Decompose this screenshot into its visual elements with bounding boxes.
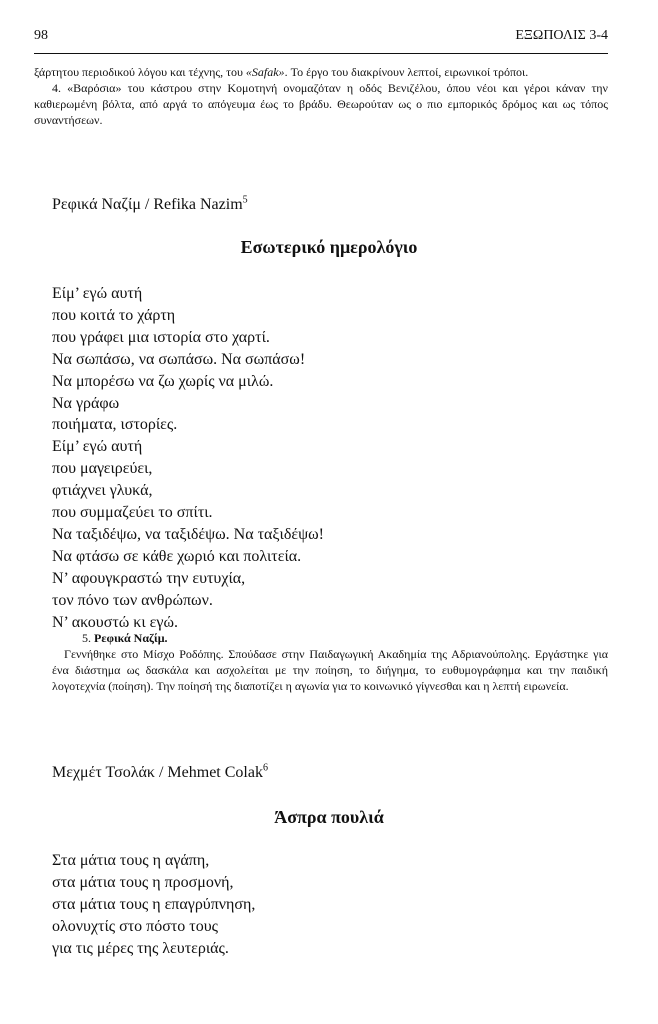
author-name: Μεχμέτ Τσολάκ / Mehmet Colak <box>52 764 263 781</box>
footnote-4: 4. «Βαρόσια» του κάστρου στην Κομοτηνή ονομαζόταν η οδός Βενιζέλου, όπου νέοι και γέροι κάναν την καθιερωμένη βόλτα, από αργά το απόγευμα έως το βράδυ. Θεωρούταν ως ο πιο εμπορικός δρόμος και ως τόπος συναντήσεων. <box>34 81 608 127</box>
poem-line: Είμ’ εγώ αυτή <box>52 285 143 302</box>
author-name: Ρεφικά Ναζίμ / Refika Nazim <box>52 196 243 213</box>
poem-line: στα μάτια τους η προσμονή, <box>52 873 234 891</box>
footnotes-continued <box>34 64 608 128</box>
poem-line: φτιάχνει γλυκά, <box>52 482 153 500</box>
bio-name: Ρεφικά Ναζίμ. <box>94 631 168 645</box>
poem-line: Στα μάτια τους η αγάπη, <box>52 852 210 869</box>
poem-author <box>52 196 248 214</box>
poem-line: Ν’ αφουγκραστώ την ευτυχία, <box>52 569 246 587</box>
poem-title: Εσωτερικό ημερολόγιο <box>240 237 418 257</box>
poem-line: που μαγειρεύει, <box>52 460 153 478</box>
footnote-number: 5. <box>82 631 91 645</box>
poem-line: που γράφει μια ιστορία στο χαρτί. <box>52 328 270 346</box>
poem-title: Άσπρα πουλιά <box>274 807 384 827</box>
note-text: . Το έργο του διακρίνουν λεπτοί, ειρωνικοί τρόποι. <box>284 65 529 79</box>
poem-line: Να φτάσω σε κάθε χωριό και πολιτεία. <box>52 547 302 565</box>
poem-line: τον πόνο των ανθρώπων. <box>52 591 213 609</box>
poem-line: Να μπορέσω να ζω χωρίς να μιλώ. <box>52 372 274 390</box>
author-bio-footnote <box>52 630 608 694</box>
footnote-ref: 5 <box>242 194 248 206</box>
poem-line: Να γράφω <box>52 394 120 412</box>
poem-line: στα μάτια τους η επαγρύπνηση, <box>52 895 256 913</box>
poem-line: που συμμαζεύει το σπίτι. <box>52 504 213 522</box>
running-header <box>34 28 608 44</box>
poem-author <box>52 764 268 782</box>
page-number: 98 <box>34 28 48 43</box>
header-rule <box>34 53 608 54</box>
poem-line: ποιήματα, ιστορίες. <box>52 416 178 434</box>
poem-line: που κοιτά το χάρτη <box>52 306 176 324</box>
poem-line: Να σωπάσω, να σωπάσω. Να σωπάσω! <box>52 350 306 368</box>
footnote-ref: 6 <box>262 762 268 774</box>
poem-line: Ν’ ακουστώ κι εγώ. <box>52 613 178 631</box>
poem-line: ολονυχτίς στο πόστο τους <box>52 917 218 935</box>
poem-line: Είμ’ εγώ αυτή <box>52 438 143 456</box>
note-italic-title: «Safak» <box>245 65 285 79</box>
bio-heading <box>52 630 608 646</box>
note-text: ξάρτητου περιοδικού λόγου και τέχνης, του <box>34 65 246 79</box>
bio-text: Γεννήθηκε στο Μίσχο Ροδόπης. Σπούδασε στην Παιδαγωγική Ακαδημία της Αδριανούπολης. Εργάστηκε για ένα διάστημα ως δασκάλα και ασχολείται με την ποίηση, το διήγημα, το ευθυμογράφημα και την παιδική λογοτεχνία (ποίηση). Την ποίησή της διαποτίζει η αγωνία για το κοινωνικό γίγνεσθαι και η λεπτή ειρωνεία. <box>52 647 608 693</box>
poem-stanza <box>52 283 324 634</box>
poem-line: Να ταξιδέψω, να ταξιδέψω. Να ταξιδέψω! <box>52 525 324 543</box>
poem-line: για τις μέρες της λευτεριάς. <box>52 939 229 957</box>
poem-stanza <box>52 850 255 960</box>
footnote-3-continuation <box>34 64 608 80</box>
journal-title: ΕΞΩΠΟΛΙΣ 3-4 <box>515 28 608 43</box>
